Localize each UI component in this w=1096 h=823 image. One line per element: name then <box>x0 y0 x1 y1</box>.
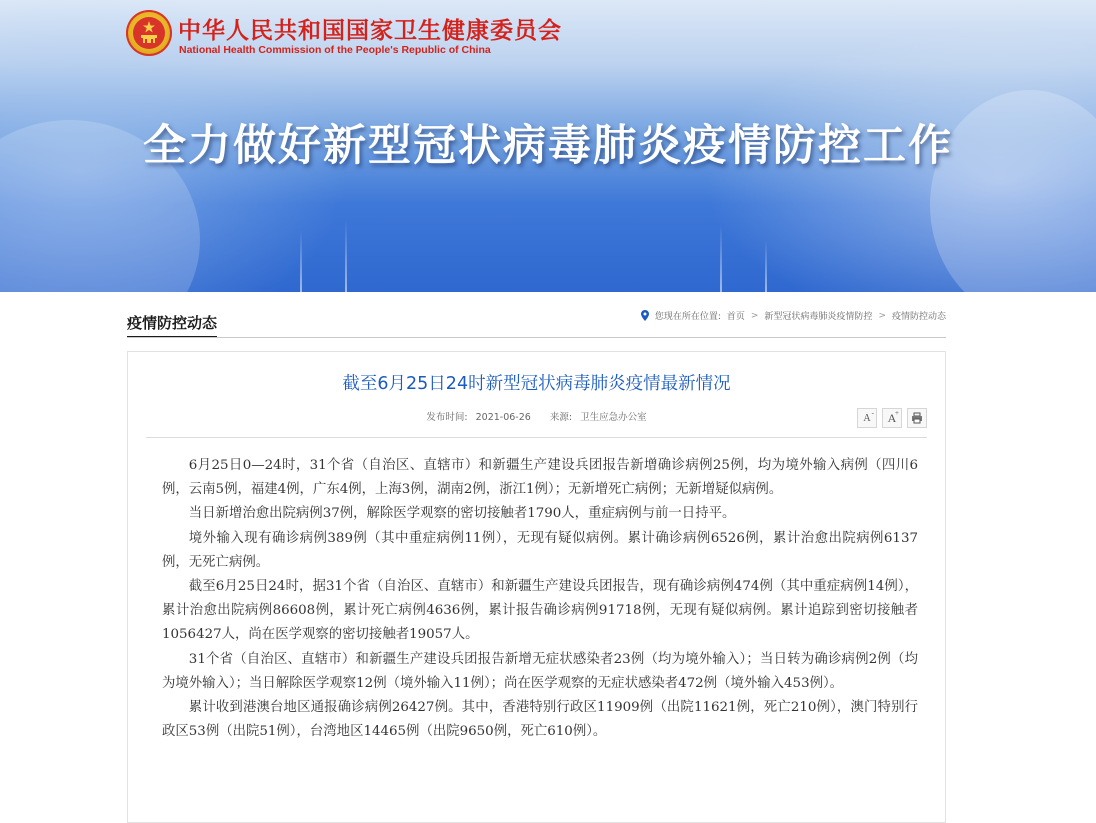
banner-light-line <box>765 240 767 292</box>
article-paragraph: 6月25日0—24时，31个省（自治区、直辖市）和新疆生产建设兵团报告新增确诊病例25例，均为境外输入病例（四川6例，云南5例，福建4例，广东4例，上海3例，湖南2例，浙江1例）；无新增死亡病例；无新增疑似病例。 <box>162 458 918 498</box>
article-tools <box>857 408 927 428</box>
article-paragraph: 31个省（自治区、直辖市）和新疆生产建设兵团报告新增无症状感染者23例（均为境外输入）；当日转为确诊病例2例（均为境外输入）；当日解除医学观察12例（境外输入11例）；尚在医学观察的无症状感染者472例（境外输入453例）。 <box>162 651 918 691</box>
section-header <box>127 296 946 334</box>
publish-label: 发布时间: <box>426 412 468 423</box>
breadcrumb-prefix: 您现在所在位置: <box>654 312 721 322</box>
article-paragraph: 累计收到港澳台地区通报确诊病例26427例。其中，香港特别行政区11909例（出院11621例，死亡210例），澳门特别行政区53例（出院51例），台湾地区14465例（出院9650例，死亡610例）。 <box>162 700 918 740</box>
section-title: 疫情防控动态 <box>127 312 217 338</box>
font-increase-sup: + <box>895 409 899 417</box>
article-source: 卫生应急办公室 <box>580 412 647 423</box>
banner-light-line <box>300 230 302 292</box>
breadcrumb-separator: > <box>750 310 759 321</box>
source-label: 来源: <box>549 412 573 423</box>
header-banner <box>0 0 1096 292</box>
breadcrumb <box>641 309 946 322</box>
article-paragraph: 境外输入现有确诊病例389例（其中重症病例11例），无现有疑似病例。累计确诊病例6526例，累计治愈出院病例6137例，无死亡病例。 <box>162 530 918 570</box>
location-pin-icon <box>641 310 649 321</box>
org-name-cn[interactable]: 中华人民共和国国家卫生健康委员会 <box>178 18 562 44</box>
font-increase-glyph: A <box>887 410 897 425</box>
breadcrumb-item-epidemic[interactable]: 新型冠状病毒肺炎疫情防控 <box>764 312 873 322</box>
national-emblem-icon[interactable] <box>126 10 172 56</box>
article-meta <box>128 409 945 423</box>
article-paragraph: 截至6月25日24时，据31个省（自治区、直辖市）和新疆生产建设兵团报告，现有确诊病例474例（其中重症病例14例），累计治愈出院病例86608例，累计死亡病例4636例，累计报告确诊病例91718例，无现有疑似病例。累计追踪到密切接触者1056427人，尚在医学观察的密切接触者19057人。 <box>162 579 918 643</box>
font-decrease-icon[interactable] <box>857 408 877 428</box>
org-name-en[interactable]: National Health Commission of the People's Republic of China <box>179 44 491 56</box>
font-decrease-glyph: A <box>863 412 871 424</box>
article-body <box>162 454 918 744</box>
breadcrumb-item-current[interactable]: 疫情防控动态 <box>891 312 946 322</box>
publish-date: 2021-06-26 <box>475 412 531 423</box>
print-icon[interactable] <box>907 408 927 428</box>
breadcrumb-item-home[interactable]: 首页 <box>726 312 745 322</box>
article-panel <box>127 351 946 823</box>
article-title: 截至6月25日24时新型冠状病毒肺炎疫情最新情况 <box>342 374 731 394</box>
section-divider <box>127 337 946 338</box>
breadcrumb-separator: > <box>878 310 886 321</box>
printer-glyph <box>911 412 923 424</box>
font-increase-icon[interactable] <box>882 408 902 428</box>
article-paragraph: 当日新增治愈出院病例37例，解除医学观察的密切接触者1790人，重症病例与前一日持平。 <box>188 506 736 522</box>
banner-light-line <box>720 225 722 292</box>
article-divider <box>146 437 927 438</box>
font-decrease-sup: - <box>871 409 874 417</box>
banner-slogan: 全力做好新型冠状病毒肺炎疫情防控工作 <box>143 121 953 171</box>
banner-light-line <box>345 220 347 292</box>
